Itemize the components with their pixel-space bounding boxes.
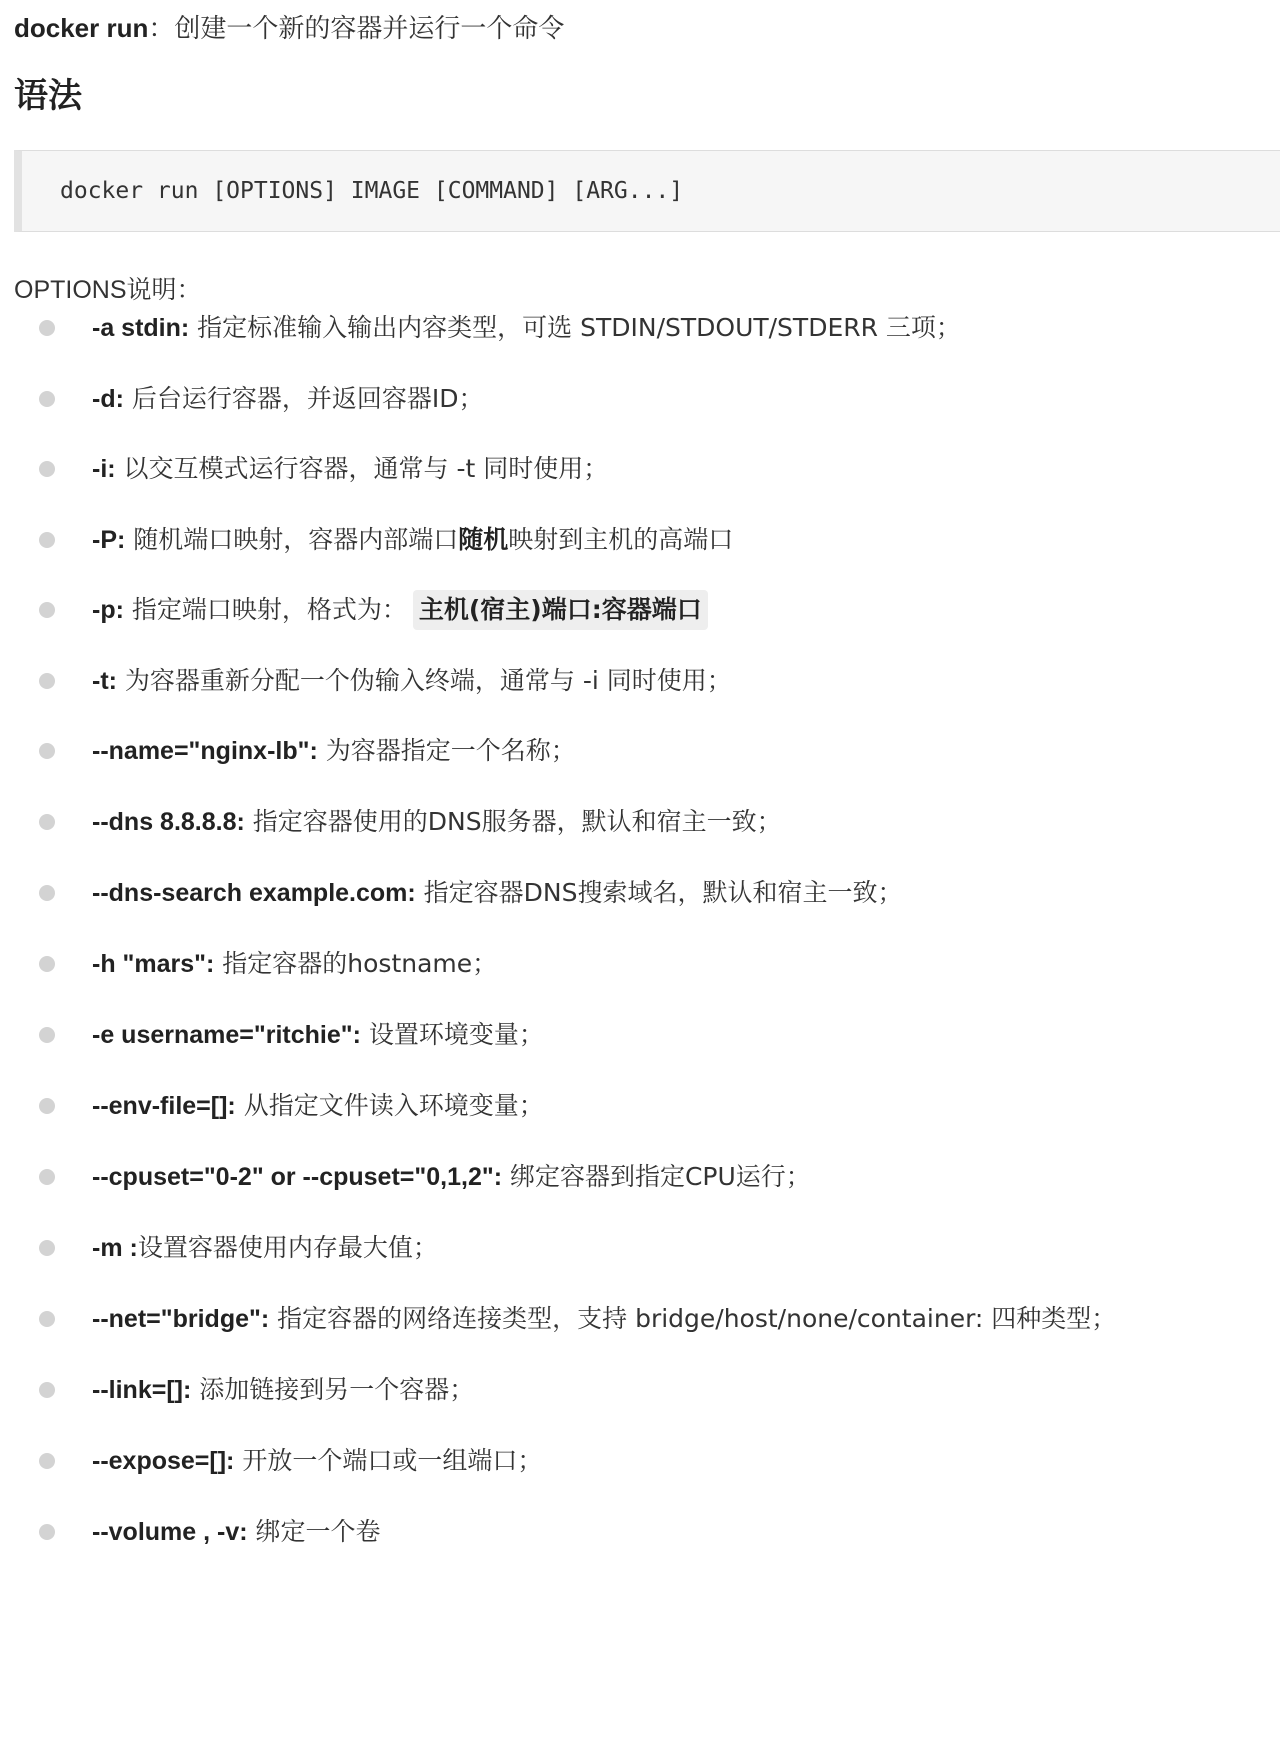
bullet-icon	[39, 1169, 55, 1185]
list-item	[0, 873, 1280, 921]
bullet-icon	[39, 1098, 55, 1114]
bullet-icon	[39, 602, 55, 618]
option-description: 绑定容器到指定CPU运行；	[502, 1162, 811, 1191]
bullet-icon	[39, 461, 55, 477]
option-key: -i:	[92, 455, 116, 483]
option-key: --cpuset="0-2" or --cpuset="0,1,2":	[92, 1163, 503, 1191]
options-label-rest: 说明：	[126, 276, 202, 304]
bullet-icon	[39, 814, 55, 830]
option-key: --name="nginx-lb":	[92, 737, 318, 765]
option-description: 指定端口映射，格式为：	[123, 595, 407, 624]
list-item	[0, 1370, 1280, 1418]
option-key: -P:	[92, 526, 126, 554]
code-block-text: docker run [OPTIONS] IMAGE [COMMAND] [ARG...]	[60, 178, 684, 204]
option-emphasis: 随机	[458, 525, 509, 554]
option-description: 随机端口映射，容器内部端口	[125, 525, 459, 554]
bullet-icon	[39, 1524, 55, 1540]
option-description: 添加链接到另一个容器；	[191, 1375, 475, 1404]
list-item	[0, 1512, 1280, 1560]
option-description: 开放一个端口或一组端口；	[234, 1446, 543, 1475]
options-label-word: OPTIONS	[14, 276, 127, 304]
list-item	[0, 1015, 1280, 1063]
option-description: 设置环境变量；	[360, 1020, 544, 1049]
option-key: --volume , -v:	[92, 1518, 248, 1546]
list-item	[0, 661, 1280, 709]
option-key: --dns 8.8.8.8:	[92, 808, 245, 836]
list-item	[0, 1299, 1280, 1347]
option-key: --expose=[]:	[92, 1447, 235, 1475]
bullet-icon	[39, 956, 55, 972]
bullet-icon	[39, 885, 55, 901]
list-item	[0, 308, 1280, 356]
option-key: -m :	[92, 1234, 138, 1262]
option-description: 后台运行容器，并返回容器ID；	[123, 384, 484, 413]
option-key: --net="bridge":	[92, 1305, 270, 1333]
list-item	[0, 1157, 1280, 1205]
option-key: -e username="ritchie":	[92, 1021, 361, 1049]
bullet-icon	[39, 1240, 55, 1256]
list-item	[0, 1086, 1280, 1134]
list-item	[0, 802, 1280, 850]
bullet-icon	[39, 391, 55, 407]
option-description: 指定容器使用的DNS服务器，默认和宿主一致；	[244, 807, 782, 836]
option-key: --env-file=[]:	[92, 1092, 236, 1120]
bullet-icon	[39, 320, 55, 336]
option-key: -a stdin:	[92, 314, 190, 342]
option-key: -t:	[92, 667, 117, 695]
option-description: 设置容器使用内存最大值；	[137, 1233, 438, 1262]
option-key: --dns-search example.com:	[92, 879, 416, 907]
list-item	[0, 1228, 1280, 1276]
option-description-tail: 映射到主机的高端口	[508, 525, 734, 554]
bullet-icon	[39, 1453, 55, 1469]
option-key: -p:	[92, 596, 124, 624]
intro-line	[14, 10, 564, 47]
bullet-icon	[39, 673, 55, 689]
syntax-heading: 语法	[14, 76, 82, 116]
option-key: --link=[]:	[92, 1376, 192, 1404]
inline-code: 主机(宿主)端口:容器端口	[413, 590, 708, 630]
option-description: 从指定文件读入环境变量；	[235, 1091, 544, 1120]
intro-command: docker run	[14, 13, 149, 43]
option-description: 以交互模式运行容器，通常与 -t 同时使用；	[115, 454, 609, 483]
bullet-icon	[39, 1027, 55, 1043]
code-block	[14, 150, 1280, 232]
list-item	[0, 944, 1280, 992]
option-description: 指定容器的网络连接类型，支持 bridge/host/none/container: 四种类型；	[269, 1304, 1117, 1333]
bullet-icon	[39, 1382, 55, 1398]
list-item	[0, 1441, 1280, 1489]
bullet-icon	[39, 743, 55, 759]
option-description: 指定容器的hostname；	[214, 949, 498, 978]
option-description: 指定容器DNS搜索域名，默认和宿主一致；	[415, 878, 903, 907]
intro-description: 创建一个新的容器并运行一个命令	[174, 14, 565, 44]
option-description: 指定标准输入输出内容类型，可选 STDIN/STDOUT/STDERR 三项；	[189, 313, 961, 342]
option-description: 绑定一个卷	[247, 1517, 381, 1546]
list-item	[0, 449, 1280, 497]
option-key: -h "mars":	[92, 950, 215, 978]
list-item	[0, 520, 1280, 568]
option-description: 为容器重新分配一个伪输入终端，通常与 -i 同时使用；	[116, 666, 732, 695]
list-item	[0, 731, 1280, 779]
list-item	[0, 379, 1280, 427]
list-item	[0, 590, 1280, 638]
intro-separator: ：	[148, 14, 175, 44]
option-key: -d:	[92, 385, 124, 413]
bullet-icon	[39, 532, 55, 548]
option-description: 为容器指定一个名称；	[317, 736, 576, 765]
options-label	[14, 272, 202, 308]
bullet-icon	[39, 1311, 55, 1327]
